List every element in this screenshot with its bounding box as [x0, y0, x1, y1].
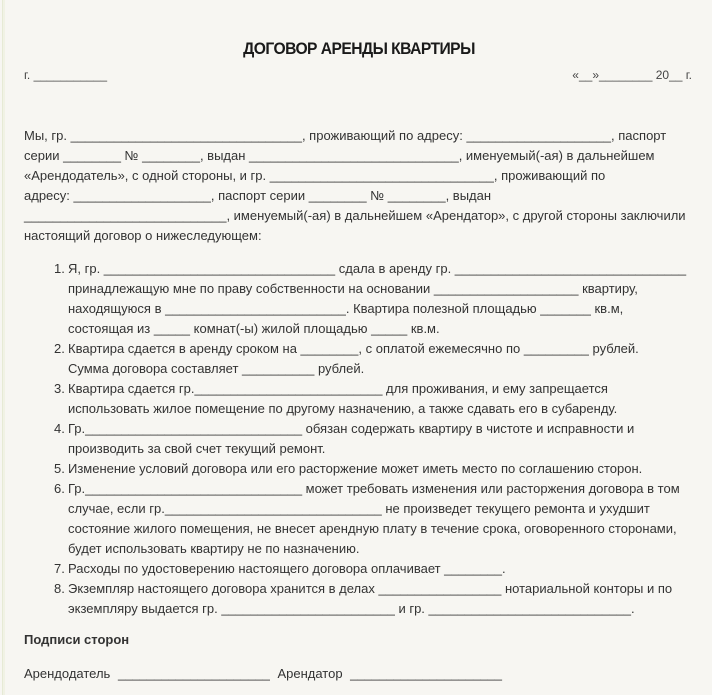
preamble-line: ____________________________, именуемый(-ая) в дальнейшем «Арендатор», с другой стороны заключили: [24, 208, 686, 223]
clause-line: производить за свой счет текущий ремонт.: [68, 441, 326, 456]
clause-line: состояние жилого помещения, не внесет арендную плату в течение срока, оговоренного сторонами,: [68, 521, 677, 536]
clause-number: 1.: [54, 261, 65, 276]
clause-number: 6.: [54, 481, 65, 496]
clause-number: 2.: [54, 341, 65, 356]
clause-line: принадлежащую мне по праву собственности на основании ____________________ квартиру,: [68, 281, 638, 296]
city-field: г. ___________: [24, 68, 107, 82]
clause-line: Гр.______________________________ может требовать изменения или расторжения договора в том: [68, 481, 680, 496]
preamble-line: серии ________ № ________, выдан _____________________________, именуемый(-ая) в дальнейшем: [24, 148, 655, 163]
landlord-label: Арендодатель: [24, 666, 111, 681]
clause-line: Гр.______________________________ обязан содержать квартиру в чистоте и исправности и: [68, 421, 635, 436]
clause-number: 7.: [54, 561, 65, 576]
clause-6: [54, 479, 694, 559]
clauses-list: [54, 259, 694, 619]
preamble-line: Мы, гр. ________________________________, проживающий по адресу: ____________________, паспорт: [24, 128, 667, 143]
clause-line: экземпляру выдается гр. ________________________ и гр. ____________________________.: [68, 601, 635, 616]
clause-8: [54, 579, 694, 619]
preamble-line: «Арендодатель», с одной стороны, и гр. _______________________________, проживающий по: [24, 168, 606, 183]
clause-line: Квартира сдается гр.__________________________ для проживания, и ему запрещается: [68, 381, 608, 396]
clause-line: будет использовать квартиру не по назначению.: [68, 541, 360, 556]
clause-line: Экземпляр настоящего договора хранится в делах _________________ нотариальной конторы и по: [68, 581, 673, 596]
signatures-row: [24, 666, 502, 681]
clause-line: использовать жилое помещение по другому назначению, а также сдавать его в субаренду.: [68, 401, 618, 416]
clause-number: 5.: [54, 461, 65, 476]
date-field: «__»________ 20__ г.: [572, 68, 692, 82]
clause-line: находящуюся в _________________________. Квартира полезной площадью _______ кв.м,: [68, 301, 624, 316]
clause-line: Расходы по удостоверению настоящего договора оплачивает ________.: [68, 561, 506, 576]
clause-7: [54, 559, 694, 579]
clause-1: [54, 259, 694, 339]
clause-line: Сумма договора составляет __________ рублей.: [68, 361, 365, 376]
clause-line: состоящая из _____ комнат(-ы) жилой площадью _____ кв.м.: [68, 321, 440, 336]
clause-number: 8.: [54, 581, 65, 596]
preamble-line: адресу: ___________________, паспорт серии ________ № ________, выдан: [24, 188, 492, 203]
clause-2: [54, 339, 694, 379]
clause-4: [54, 419, 694, 459]
clause-number: 4.: [54, 421, 65, 436]
tenant-signature-blank: _____________________: [350, 666, 503, 681]
tenant-label: Арендатор: [277, 666, 343, 681]
clause-line: Изменение условий договора или его расторжение может иметь место по соглашению сторон.: [68, 461, 643, 476]
preamble: [24, 126, 694, 246]
clause-3: [54, 379, 694, 419]
signatures-heading: Подписи сторон: [24, 632, 130, 647]
document-title: ДОГОВОР АРЕНДЫ КВАРТИРЫ: [243, 39, 475, 58]
clause-5: [54, 459, 694, 479]
clause-line: Квартира сдается в аренду сроком на ________, с оплатой ежемесячно по _________ рублей.: [68, 341, 639, 356]
clause-number: 3.: [54, 381, 65, 396]
preamble-line: настоящий договор о нижеследующем:: [24, 228, 262, 243]
clause-line: случае, если гр.______________________________ не произведет текущего ремонта и ухудшит: [68, 501, 650, 516]
page-left-edge: [2, 0, 5, 695]
clause-line: Я, гр. ________________________________ сдала в аренду гр. ________________________________: [68, 261, 687, 276]
landlord-signature-blank: _____________________: [117, 666, 270, 681]
